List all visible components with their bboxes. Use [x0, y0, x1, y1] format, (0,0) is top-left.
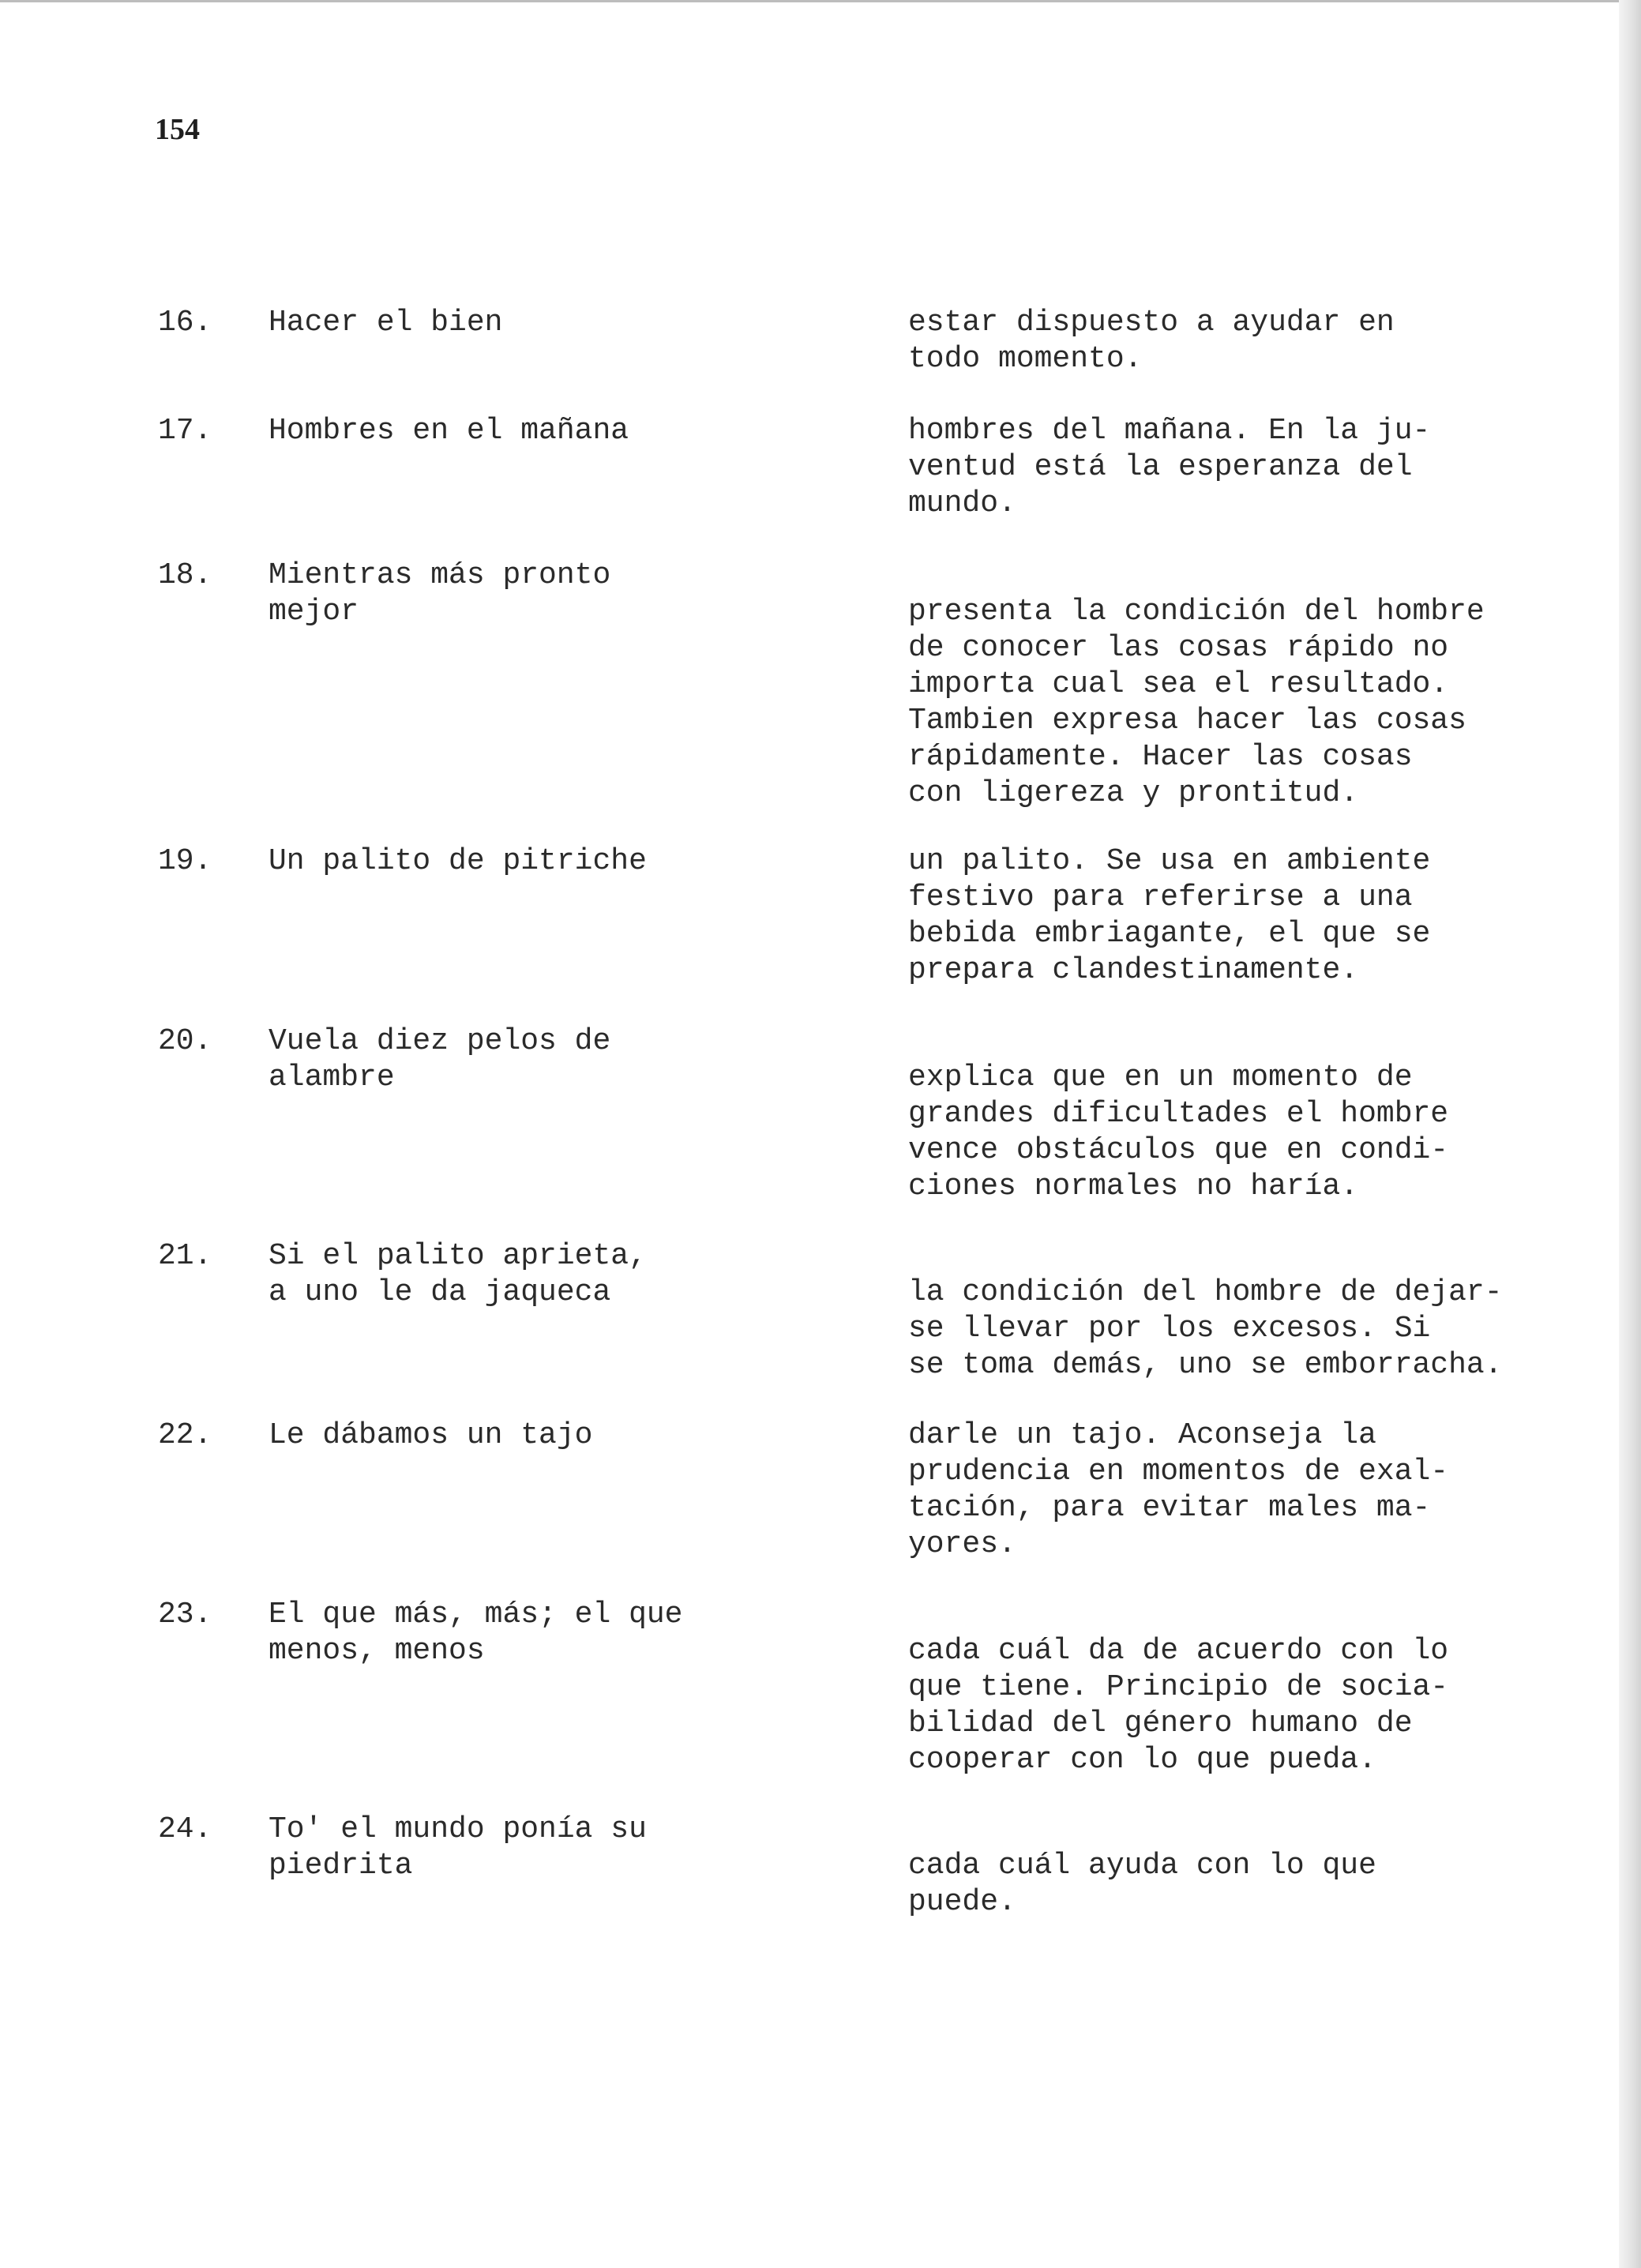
entry-phrase: Vuela diez pelos de alambre — [268, 1024, 611, 1095]
entry-meaning: hombres del mañana. En la ju- ventud está la esperanza del mundo. — [908, 414, 1431, 520]
entry-number: 22. — [158, 1418, 212, 1452]
entry-phrase: Le dábamos un tajo — [268, 1418, 593, 1452]
entry-phrase: El que más, más; el que menos, menos — [268, 1598, 683, 1668]
entry-meaning: un palito. Se usa en ambiente festivo para referirse a una bebida embriagante, el que se prepara clandestinamente. — [908, 844, 1431, 987]
entry-meaning: darle un tajo. Aconseja la prudencia en momentos de exal- tación, para evitar males ma- yores. — [908, 1418, 1449, 1561]
entry-phrase: Hombres en el mañana — [268, 414, 629, 448]
entry-meaning: presenta la condición del hombre de conocer las cosas rápido no importa cual sea el resultado. Tambien expresa hacer las cosas rápidamente. Hacer las cosas con ligereza y prontitud. — [908, 595, 1485, 810]
page-top-rule — [0, 0, 1641, 2]
entry-number: 24. — [158, 1812, 212, 1846]
entry-number: 16. — [158, 306, 212, 340]
entry-meaning: explica que en un momento de grandes dificultades el hombre vence obstáculos que en condi- ciones normales no haría. — [908, 1061, 1449, 1203]
scan-page-edge — [1619, 0, 1641, 2268]
page-number: 154 — [155, 113, 200, 146]
entry-number: 21. — [158, 1239, 212, 1273]
entry-number: 19. — [158, 844, 212, 878]
entry-meaning: cada cuál ayuda con lo que puede. — [908, 1849, 1376, 1919]
entry-phrase: To' el mundo ponía su piedrita — [268, 1812, 647, 1883]
entry-number: 18. — [158, 558, 212, 592]
entry-phrase: Mientras más pronto mejor — [268, 558, 611, 629]
entry-meaning: la condición del hombre de dejar- se llevar por los excesos. Si se toma demás, uno se emborracha. — [908, 1275, 1503, 1382]
entry-meaning: cada cuál da de acuerdo con lo que tiene. Principio de socia- bilidad del género humano de cooperar con lo que pueda. — [908, 1634, 1449, 1777]
entry-phrase: Hacer el bien — [268, 306, 503, 340]
entry-number: 20. — [158, 1024, 212, 1058]
entry-meaning: estar dispuesto a ayudar en todo momento. — [908, 306, 1395, 376]
entry-number: 23. — [158, 1598, 212, 1632]
entry-number: 17. — [158, 414, 212, 448]
entry-phrase: Si el palito aprieta, a uno le da jaqueca — [268, 1239, 647, 1309]
entry-phrase: Un palito de pitriche — [268, 844, 647, 878]
